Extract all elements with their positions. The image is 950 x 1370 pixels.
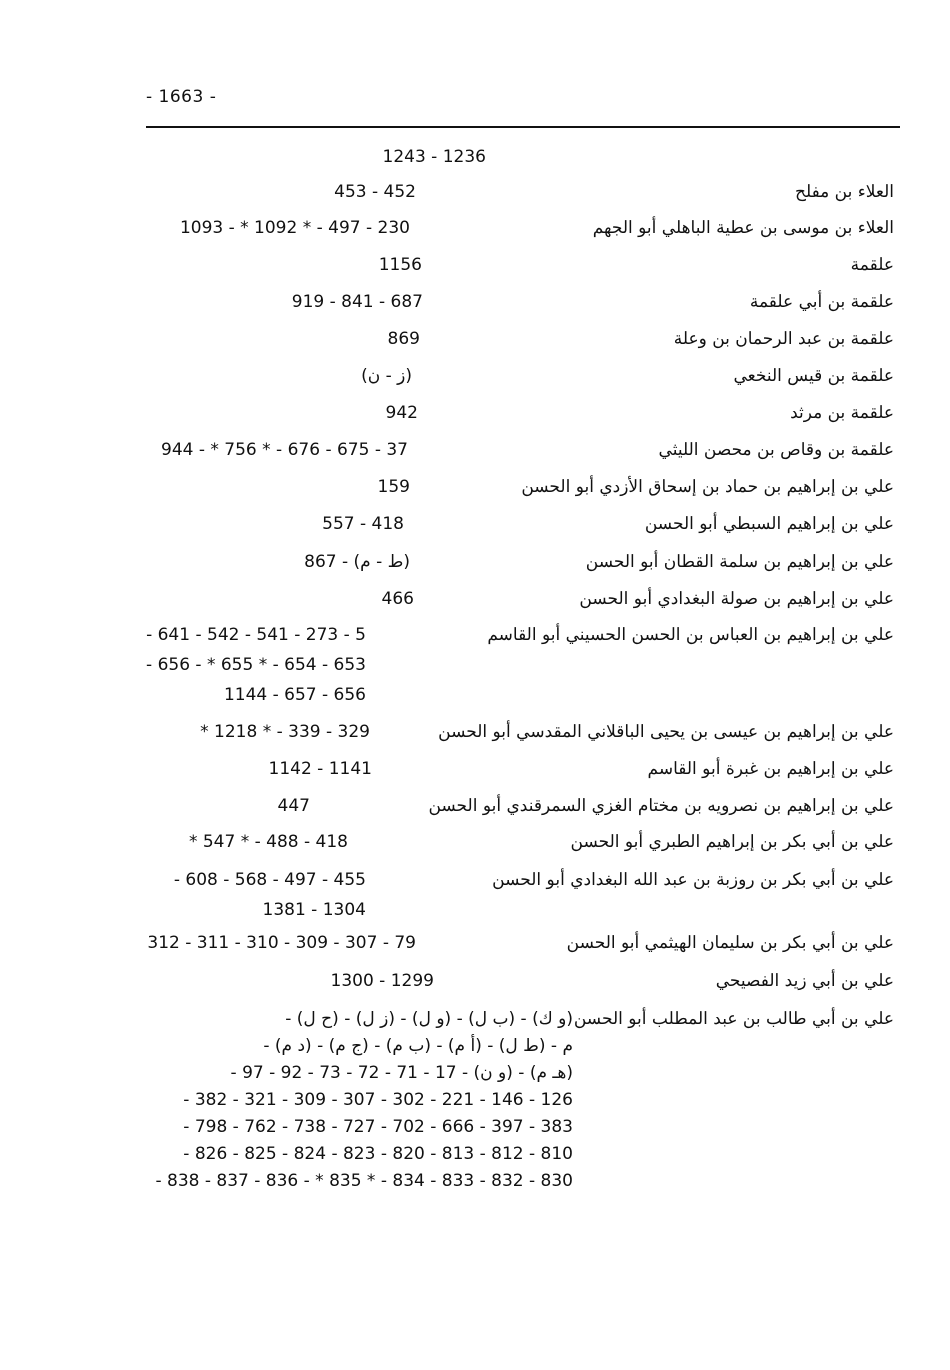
entry-refs: 1156 xyxy=(378,255,422,275)
entry-refs: 919 - 841 - 687 xyxy=(291,292,423,312)
entry-refs: - (ح ل) - (ز ل) - (و ل) - (ب ل) - (و ك) xyxy=(285,1009,573,1029)
entry-refs: - 641 - 542 - 541 - 273 - 5 xyxy=(146,625,366,645)
entry-name: علقمة بن وقاص بن محصن الليثي xyxy=(658,440,894,460)
entry-name: علي بن إبراهيم بن نصرويه بن مختام الغزي السمرقندي أبو الحسن xyxy=(428,796,894,816)
entry-name: علي بن إبراهيم بن العباس بن الحسن الحسيني أبو القاسم xyxy=(487,625,894,645)
entry-name: علقمة بن أبي علقمة xyxy=(749,292,894,312)
entry-refs: * 1218 * - 339 - 329 xyxy=(200,722,370,742)
entry-name: علي بن إبراهيم بن صولة البغدادي أبو الحسن xyxy=(579,589,894,609)
entry-refs: - 382 - 321 - 309 - 307 - 302 - 221 - 146 - 126 xyxy=(183,1090,573,1110)
entry-name: علي بن أبي بكر بن إبراهيم الطبري أبو الحسن xyxy=(570,832,894,852)
entry-refs: - (د م) - (ج م) - (ب م) - (أ م) - م - (ط ل) xyxy=(263,1036,573,1056)
entry-name: علي بن أبي زيد الفصيحي xyxy=(715,971,894,991)
entry-name: علي بن أبي بكر بن سليمان الهيثمي أبو الحسن xyxy=(566,933,894,953)
entry-refs: 557 - 418 xyxy=(322,514,404,534)
entry-name: علقمة بن عبد الرحمان بن وعلة xyxy=(673,329,894,349)
entry-refs: 1300 - 1299 xyxy=(330,971,434,991)
entry-name: علقمة بن مرثد xyxy=(790,403,894,423)
entry-refs: 869 xyxy=(387,329,420,349)
entry-name: علي بن إبراهيم السبطي أبو الحسن xyxy=(644,514,894,534)
entry-name: علقمة بن قيس النخعي xyxy=(733,366,894,386)
entry-refs: 1093 - * 1092 * - 497 - 230 xyxy=(179,218,410,238)
entry-refs: 867 - (ط - م) xyxy=(304,552,410,572)
entry-name: العلاء بن مفلح xyxy=(794,182,894,202)
entry-name: علي بن إبراهيم بن حماد بن إسحاق الأزدي أبو الحسن xyxy=(521,477,894,497)
entry-refs: 1243 - 1236 xyxy=(382,147,486,167)
entry-refs: - 838 - 837 - 836 - * 835 * - 834 - 833 - 832 - 830 xyxy=(155,1171,573,1191)
entry-refs: 466 xyxy=(381,589,414,609)
entry-name: علي بن إبراهيم بن عيسى بن يحيى الباقلاني المقدسي أبو الحسن xyxy=(438,722,894,742)
entry-name: علي بن إبراهيم بن غبرة أبو القاسم xyxy=(647,759,894,779)
entry-refs: 942 xyxy=(385,403,418,423)
entry-refs: 1144 - 657 - 656 xyxy=(223,685,366,705)
entry-name: علي بن أبي طالب بن عبد المطلب أبو الحسن xyxy=(573,1009,894,1029)
entry-refs: - 798 - 762 - 738 - 727 - 702 - 666 - 397 - 383 xyxy=(183,1117,573,1137)
entry-name: علي بن أبي بكر بن روزبة بن عبد الله البغدادي أبو الحسن xyxy=(492,870,894,890)
entry-refs: 1381 - 1304 xyxy=(262,900,366,920)
entry-name: العلاء بن موسى بن عطية الباهلي أبو الجهم xyxy=(592,218,894,238)
entry-refs: - 826 - 825 - 824 - 823 - 820 - 813 - 812 - 810 xyxy=(183,1144,573,1164)
entry-refs: * 547 * - 488 - 418 xyxy=(188,832,348,852)
entry-name: علي بن إبراهيم بن سلمة القطان أبو الحسن xyxy=(585,552,894,572)
entry-refs: 159 xyxy=(377,477,410,497)
entry-refs: 312 - 311 - 310 - 309 - 307 - 79 xyxy=(147,933,416,953)
entry-refs: 447 xyxy=(277,796,310,816)
entry-refs: 944 - * 756 * - 676 - 675 - 37 xyxy=(161,440,408,460)
page-number: - 1663 - xyxy=(146,87,217,107)
entry-refs: 1142 - 1141 xyxy=(268,759,372,779)
entry-refs: 453 - 452 xyxy=(334,182,416,202)
entry-refs: - 608 - 568 - 497 - 455 xyxy=(173,870,366,890)
entry-refs: - 97 - 92 - 73 - 72 - 71 - 17 - (و ن) - (هـ م) xyxy=(230,1063,573,1083)
entry-refs: - 656 - * 655 * - 654 - 653 xyxy=(146,655,366,675)
entry-refs: (ز - ن) xyxy=(361,366,412,386)
entry-name: علقمة xyxy=(850,255,894,275)
